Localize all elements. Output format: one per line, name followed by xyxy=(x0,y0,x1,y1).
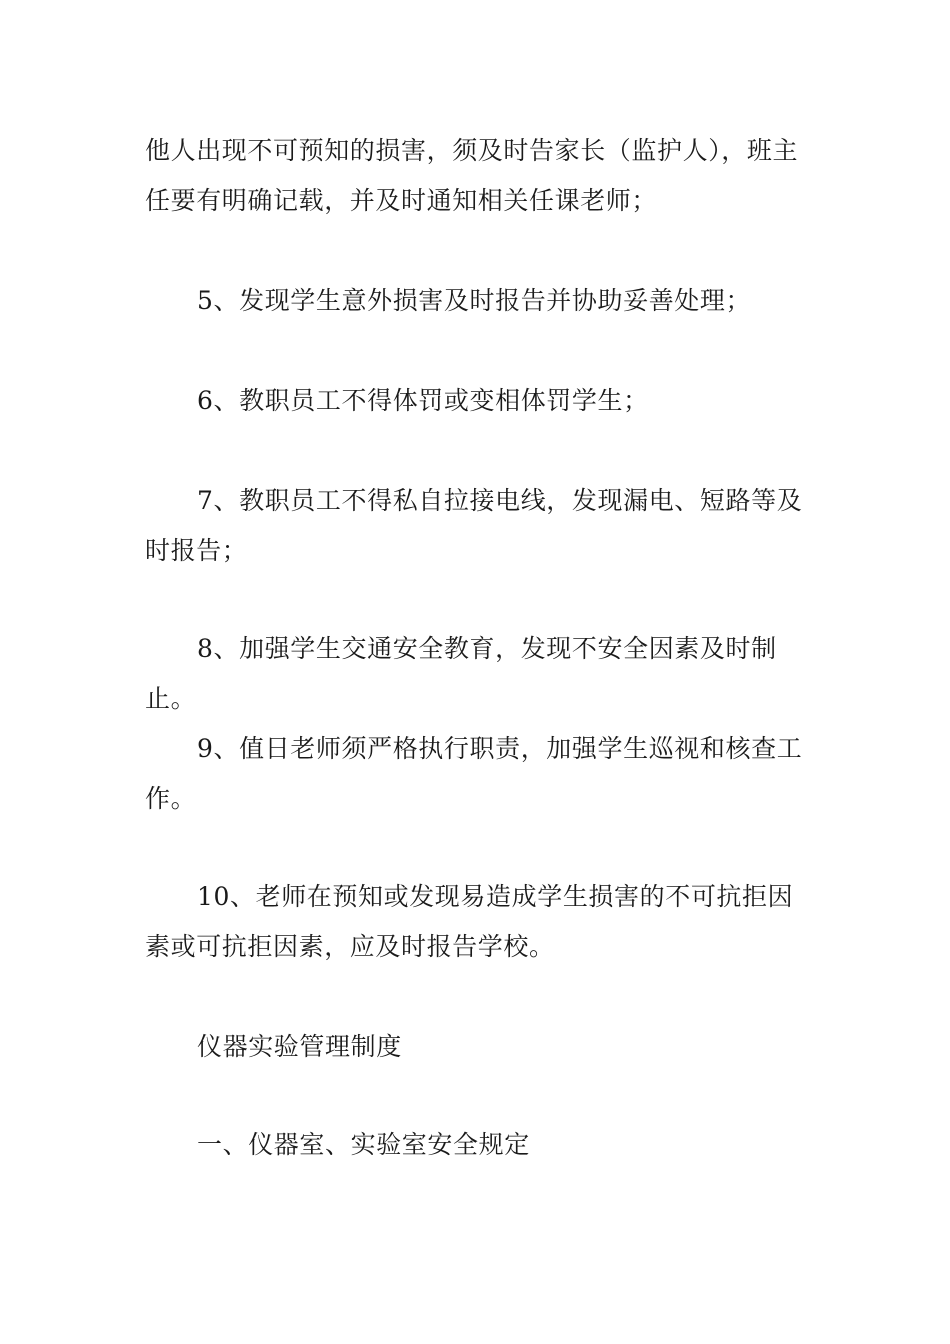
paragraph-item-5: 5、发现学生意外损害及时报告并协助妥善处理； xyxy=(197,286,752,315)
subsection-heading: 一、仪器室、实验室安全规定 xyxy=(197,1130,530,1159)
paragraph-item-9: 9、值日老师须严格执行职责，加强学生巡视和核查工作。 xyxy=(145,734,803,813)
paragraph-item-8: 8、加强学生交通安全教育，发现不安全因素及时制止。 xyxy=(145,634,777,713)
paragraph-item-6: 6、教职员工不得体罚或变相体罚学生； xyxy=(197,386,649,415)
paragraph-item-10: 10、老师在预知或发现易造成学生损害的不可抗拒因素或可抗拒因素，应及时报告学校。 xyxy=(145,882,794,961)
paragraph-continuation: 他人出现不可预知的损害，须及时告家长（监护人），班主任要有明确记载，并及时通知相关任课老师； xyxy=(145,136,799,215)
paragraph-item-7: 7、教职员工不得私自拉接电线，发现漏电、短路等及时报告； xyxy=(145,486,803,565)
section-heading: 仪器实验管理制度 xyxy=(197,1032,402,1061)
